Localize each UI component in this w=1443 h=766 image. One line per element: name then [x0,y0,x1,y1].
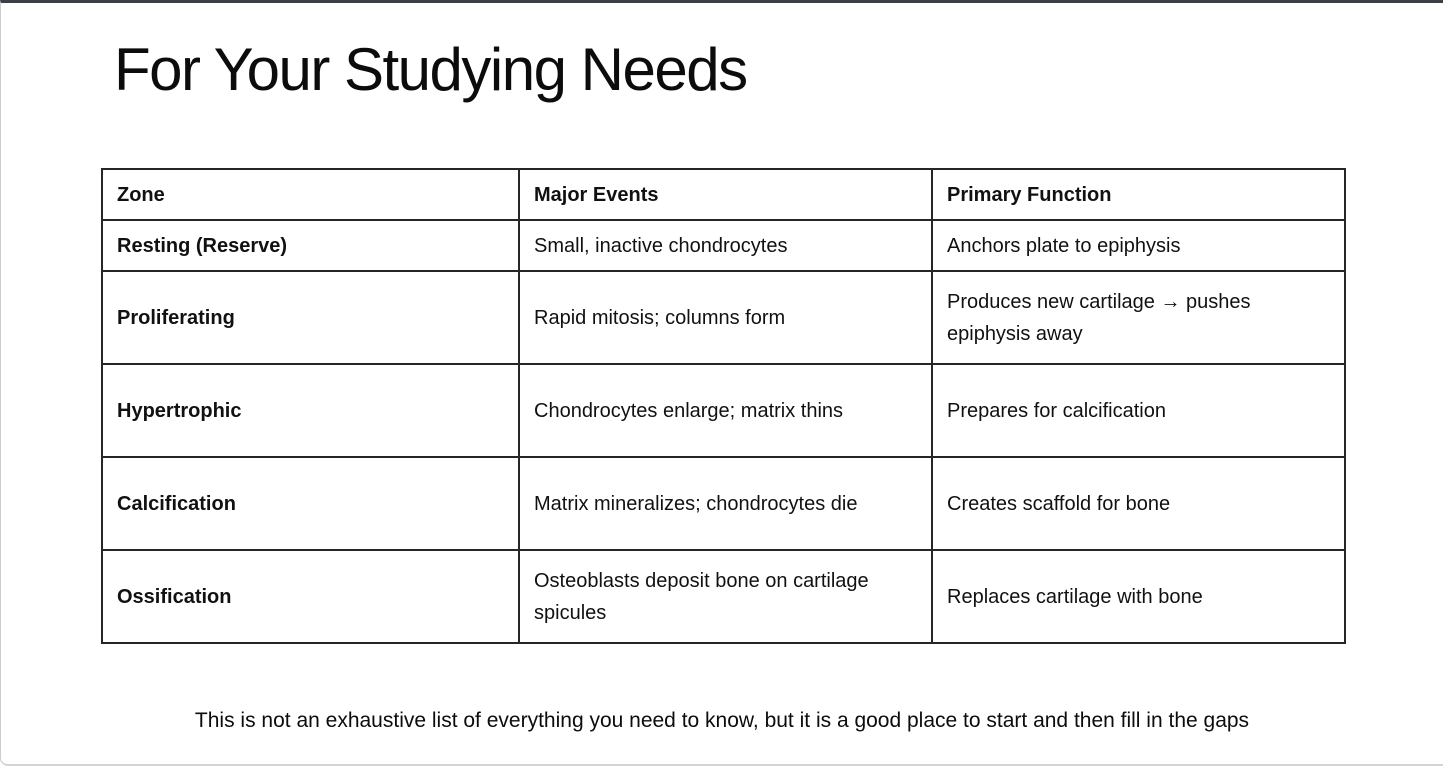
table-row [102,220,1345,271]
page-title: For Your Studying Needs [114,36,747,103]
table-row [102,364,1345,457]
footer-note: This is not an exhaustive list of everything you need to know, but it is a good place to start and then fill in the gaps [194,709,1250,732]
primary-function-cell: Anchors plate to epiphysis [932,220,1345,271]
table-row [102,271,1345,364]
major-events-cell: Small, inactive chondrocytes [519,220,932,271]
zone-cell: Ossification [102,550,519,643]
zone-cell: Proliferating [102,271,519,364]
column-header-zone: Zone [102,169,519,220]
major-events-cell: Rapid mitosis; columns form [519,271,932,364]
primary-function-cell: Creates scaffold for bone [932,457,1345,550]
primary-function-cell: Produces new cartilage → pushes epiphysis away [932,271,1345,364]
column-header-major-events: Major Events [519,169,932,220]
table-header-row [102,169,1345,220]
table-row [102,550,1345,643]
zone-cell: Resting (Reserve) [102,220,519,271]
growth-plate-zones-table [101,168,1346,644]
zone-cell: Hypertrophic [102,364,519,457]
zone-cell: Calcification [102,457,519,550]
column-header-primary-function: Primary Function [932,169,1345,220]
primary-function-cell: Prepares for calcification [932,364,1345,457]
major-events-cell: Osteoblasts deposit bone on cartilage spicules [519,550,932,643]
primary-function-cell: Replaces cartilage with bone [932,550,1345,643]
table-row [102,457,1345,550]
major-events-cell: Matrix mineralizes; chondrocytes die [519,457,932,550]
major-events-cell: Chondrocytes enlarge; matrix thins [519,364,932,457]
